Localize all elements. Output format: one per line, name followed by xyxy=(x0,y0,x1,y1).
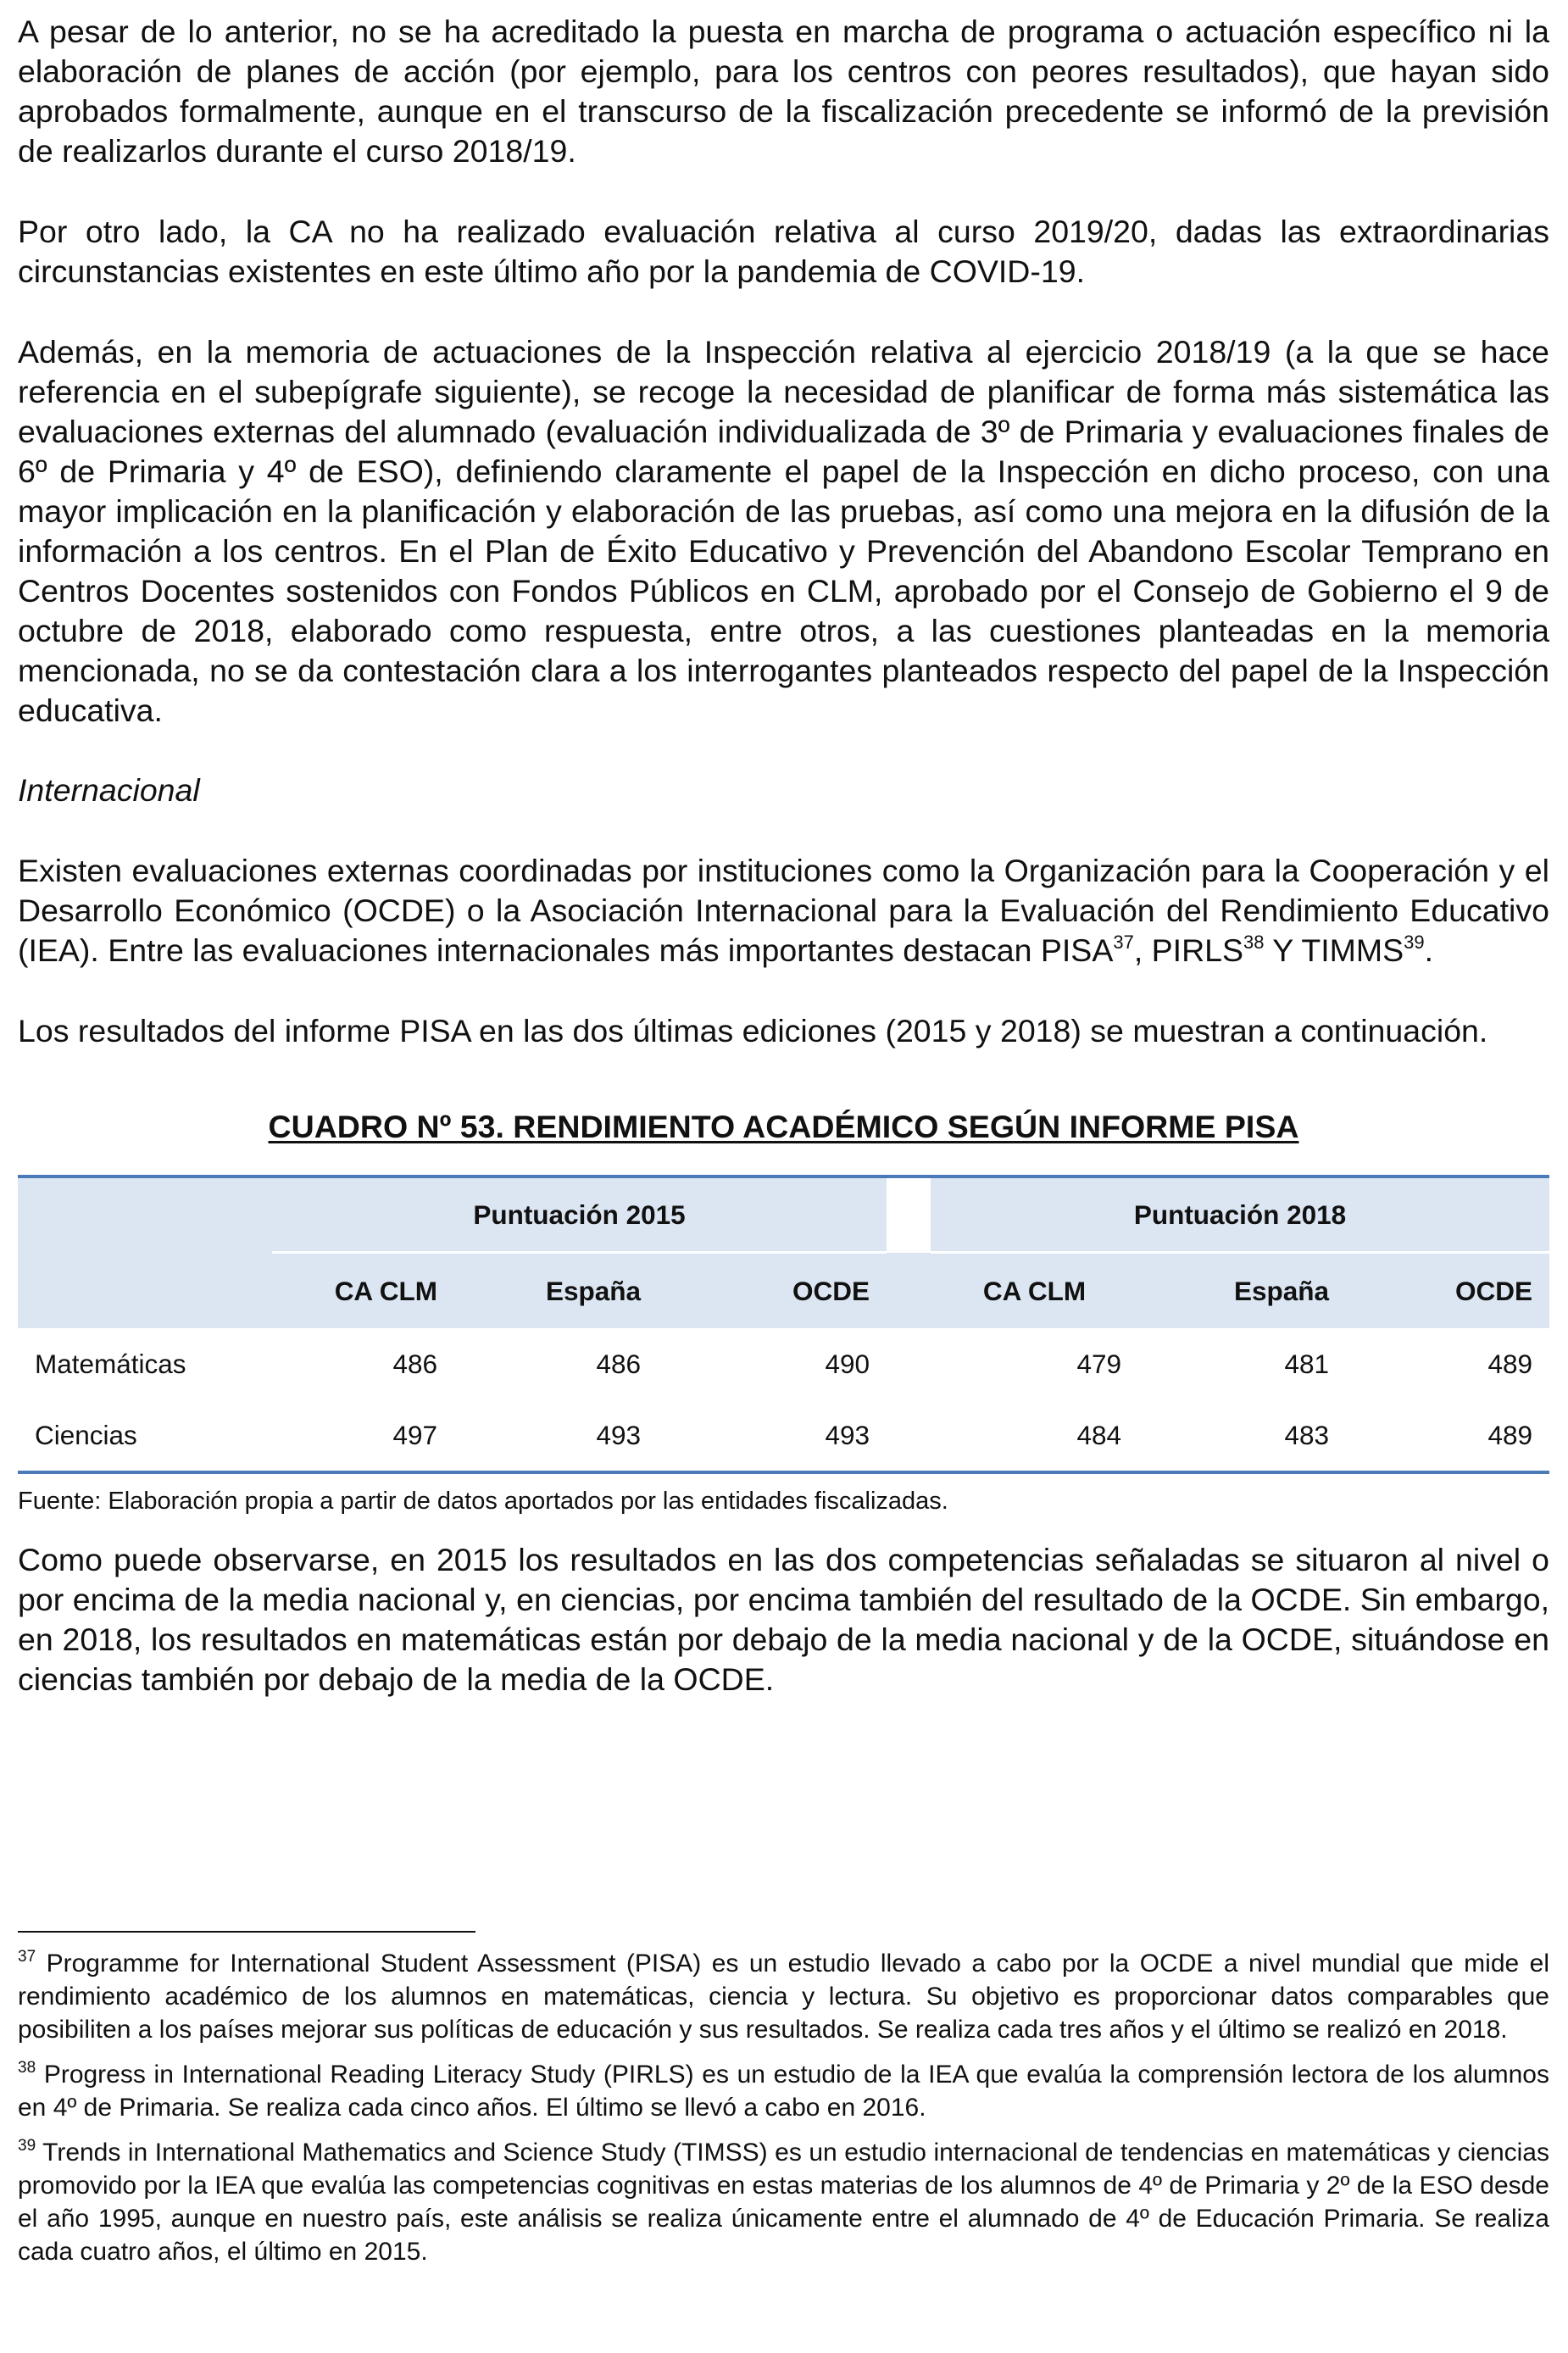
footnotes xyxy=(18,1947,1549,2268)
table-group-header-row xyxy=(18,1178,1549,1253)
footnote-38 xyxy=(18,2058,1549,2124)
group-header-2018: Puntuación 2018 xyxy=(931,1178,1549,1253)
col-header-2018-clm: CA CLM xyxy=(931,1253,1138,1329)
paragraph-3: Además, en la memoria de actuaciones de la Inspección relativa al ejercicio 2018/19 (a la que se hace referencia en el subepígrafe siguiente), se recoge la necesidad de planificar de forma más sistemática las evaluaciones externas del alumnado (evaluación individualizada de 3º de Primaria y evaluaciones finales de 6º de Primaria y 4º de ESO), definiendo claramente el papel de la Inspección en dicho proceso, con una mayor implicación en la planificación y elaboración de las pruebas, así como una mejora en la difusión de la información a los centros. En el Plan de Éxito Educativo y Prevención del Abandono Escolar Temprano en Centros Docentes sostenidos con Fondos Públicos en CLM, aprobado por el Consejo de Gobierno el 9 de octubre de 2018, elaborado como respuesta, entre otros, a las cuestiones planteadas en la memoria mencionada, no se da contestación clara a los interrogantes planteados respecto del papel de la Inspección educativa. xyxy=(18,334,1549,728)
footnote-text: Programme for International Student Assessment (PISA) es un estudio llevado a cabo por la OCDE a nivel mundial que mide el rendimiento académico de los alumnos en matemáticas, ciencia y lectura. Su objetivo es proporcionar datos comparables que posibiliten a los países mejorar sus políticas de educación y sus resultados. Se realiza cada tres años y el último se realizó en 2018. xyxy=(18,1950,1549,2044)
table-cell: 486 xyxy=(596,1348,641,1379)
table-cell: 493 xyxy=(596,1419,641,1450)
separator-2: Y TIMMS xyxy=(1264,932,1404,968)
table-cell: 490 xyxy=(825,1348,870,1379)
table-row xyxy=(18,1399,1549,1471)
table-cell: 486 xyxy=(392,1348,437,1379)
table-cell: 479 xyxy=(1076,1348,1121,1379)
footnote-37 xyxy=(18,1947,1549,2046)
table-row xyxy=(18,1328,1549,1399)
footnote-39 xyxy=(18,2136,1549,2268)
table-cell: 481 xyxy=(1284,1348,1329,1379)
paragraph-1: A pesar de lo anterior, no se ha acreditado la puesta en marcha de programa o actuación específico ni la elaboración de planes de acción (por ejemplo, para los centros con peores resultados), que hayan sido aprobados formalmente, aunque en el transcurso de la fiscalización precedente se informó de la previsión de realizarlos durante el curso 2018/19. xyxy=(18,14,1549,169)
table-cell: 489 xyxy=(1487,1348,1532,1379)
footnote-ref-38[interactable]: 38 xyxy=(1243,932,1265,953)
footnote-number: 38 xyxy=(18,2059,36,2077)
row-label: Matemáticas xyxy=(35,1348,186,1379)
footnote-ref-39[interactable]: 39 xyxy=(1404,932,1425,953)
footnote-ref-37[interactable]: 37 xyxy=(1113,932,1134,953)
table-cell: 489 xyxy=(1487,1419,1532,1450)
footnote-separator xyxy=(18,1931,475,1933)
document-page xyxy=(18,12,1549,1699)
table-column-header-row xyxy=(18,1253,1549,1329)
section-heading-internacional: Internacional xyxy=(18,772,200,808)
table-caption: CUADRO Nº 53. RENDIMIENTO ACADÉMICO SEGÚN INFORME PISA xyxy=(268,1109,1299,1144)
paragraph-5: Los resultados del informe PISA en las dos últimas ediciones (2015 y 2018) se muestran a continuación. xyxy=(18,1013,1488,1049)
col-header-2015-clm: CA CLM xyxy=(272,1253,454,1329)
paragraph-4-text: Existen evaluaciones externas coordinadas por instituciones como la Organización para la Cooperación y el Desarrollo Económico (OCDE) o la Asociación Internacional para la Evaluación del Rendimiento Educativo (IEA). Entre las evaluaciones internacionales más importantes destacan xyxy=(18,853,1549,968)
col-header-2015-espana: España xyxy=(454,1253,658,1329)
paragraph-2: Por otro lado, la CA no ha realizado evaluación relativa al curso 2019/20, dadas las extraordinarias circunstancias existentes en este último año por la pandemia de COVID-19. xyxy=(18,214,1549,289)
footnote-text: Progress in International Reading Literacy Study (PIRLS) es un estudio de la IEA que evalúa la comprensión lectora de los alumnos en 4º de Primaria. Se realiza cada cinco años. El último se llevó a cabo en 2016. xyxy=(18,2061,1549,2122)
footnote-number: 39 xyxy=(18,2137,36,2155)
pisa-table xyxy=(18,1175,1549,1474)
footnote-number: 37 xyxy=(18,1948,36,1966)
separator-1: , PIRLS xyxy=(1133,932,1244,968)
table-cell: 483 xyxy=(1284,1419,1329,1450)
row-label: Ciencias xyxy=(35,1419,137,1450)
paragraph-4-end: . xyxy=(1424,932,1434,968)
paragraph-4 xyxy=(18,851,1549,971)
table-cell: 493 xyxy=(825,1419,870,1450)
table-cell: 497 xyxy=(392,1419,437,1450)
pisa-term: PISA xyxy=(1040,932,1114,968)
group-header-2015: Puntuación 2015 xyxy=(272,1178,887,1253)
footnote-text: Trends in International Mathematics and Science Study (TIMSS) es un estudio internacional de tendencias en matemáticas y ciencias promovido por la IEA que evalúa las competencias cognitivas en estas materias de los alumnos de 4º de Primaria y 2º de la ESO desde el año 1995, aunque en nuestro país, este análisis se realiza únicamente entre el alumnado de 4º de Educación Primaria. Se realiza cada cuatro años, el último en 2015. xyxy=(18,2139,1549,2266)
col-header-2018-ocde: OCDE xyxy=(1346,1253,1549,1329)
col-header-2015-ocde: OCDE xyxy=(658,1253,887,1329)
table-cell: 484 xyxy=(1076,1419,1121,1450)
paragraph-6: Como puede observarse, en 2015 los resultados en las dos competencias señaladas se situaron al nivel o por encima de la media nacional y, en ciencias, por encima también del resultado de la OCDE. Sin embargo, en 2018, los resultados en matemáticas están por debajo de la media nacional y de la OCDE, situándose en ciencias también por debajo de la media de la OCDE. xyxy=(18,1542,1549,1697)
table-source-note: Fuente: Elaboración propia a partir de datos aportados por las entidades fiscalizadas. xyxy=(18,1488,948,1515)
col-header-2018-espana: España xyxy=(1138,1253,1346,1329)
